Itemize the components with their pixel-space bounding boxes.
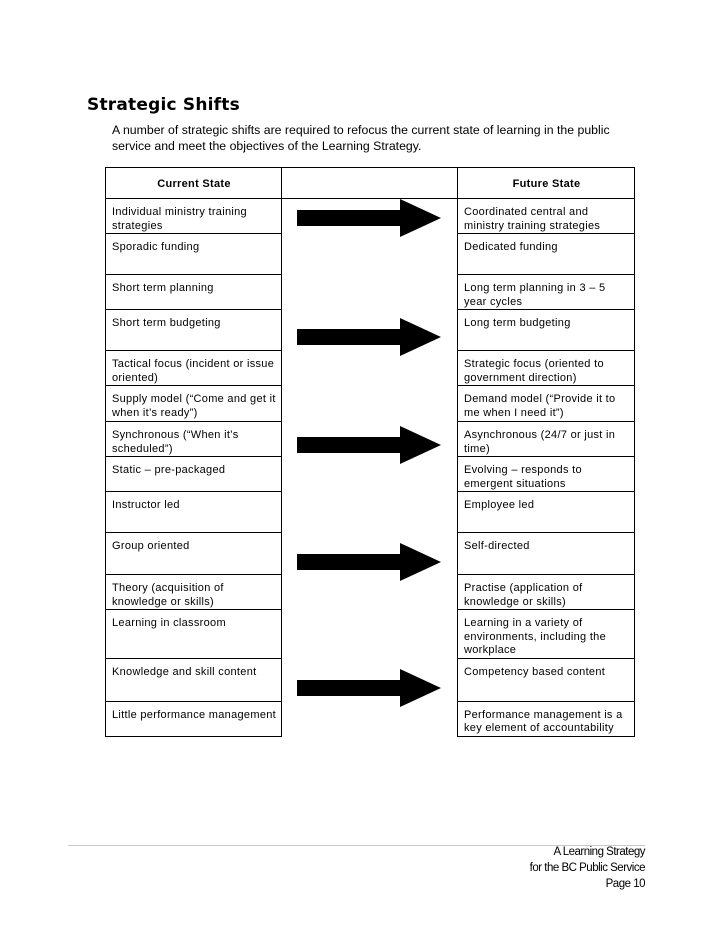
future-cell: Evolving – responds to emergent situations [458,457,635,492]
current-cell: Learning in classroom [106,610,282,659]
right-arrow-icon [297,199,441,237]
table-row [106,610,635,659]
arrow-cell [282,386,458,422]
right-arrow-icon [297,426,441,464]
future-cell: Employee led [458,492,635,533]
current-cell: Supply model (“Come and get it when it’s ready”) [106,386,282,422]
right-arrow-icon [297,318,441,356]
footer-line-1: A Learning Strategy [553,846,645,858]
future-cell: Practise (application of knowledge or skills) [458,575,635,610]
future-cell: Performance management is a key element of accountability [458,701,635,736]
arrow-cell [282,275,458,310]
current-cell: Theory (acquisition of knowledge or skills) [106,575,282,610]
current-cell: Little performance management [106,701,282,736]
current-cell: Knowledge and skill content [106,658,282,701]
header-current-state: Current State [106,168,282,199]
table-row [106,492,635,533]
future-cell: Asynchronous (24/7 or just in time) [458,422,635,457]
future-cell: Long term planning in 3 – 5 year cycles [458,275,635,310]
future-cell: Self-directed [458,533,635,575]
future-cell: Dedicated funding [458,234,635,275]
future-cell: Learning in a variety of environments, including the workplace [458,610,635,659]
current-cell: Static – pre-packaged [106,457,282,492]
page-number: Page 10 [605,878,645,890]
future-cell: Strategic focus (oriented to government direction) [458,351,635,386]
current-cell: Individual ministry training strategies [106,199,282,234]
right-arrow-icon [297,543,441,581]
table-row [106,386,635,422]
current-cell: Tactical focus (incident or issue oriented) [106,351,282,386]
current-cell: Synchronous (“When it’s scheduled”) [106,422,282,457]
current-cell: Group oriented [106,533,282,575]
arrow-cell [282,610,458,659]
future-cell: Coordinated central and ministry training strategies [458,199,635,234]
arrow-cell [282,234,458,275]
current-cell: Short term planning [106,275,282,310]
table-row [106,275,635,310]
section-title: Strategic Shifts [87,95,240,115]
header-spacer [282,168,458,199]
future-cell: Demand model (“Provide it to me when I need it”) [458,386,635,422]
table-row [106,234,635,275]
current-cell: Sporadic funding [106,234,282,275]
arrow-cell [282,492,458,533]
future-cell: Long term budgeting [458,310,635,351]
future-cell: Competency based content [458,658,635,701]
current-cell: Instructor led [106,492,282,533]
intro-paragraph: A number of strategic shifts are required to refocus the current state of learning in the public service and meet the objectives of the Learning Strategy. [112,123,610,153]
current-cell: Short term budgeting [106,310,282,351]
header-future-state: Future State [458,168,635,199]
right-arrow-icon [297,669,441,707]
footer-line-2: for the BC Public Service [529,862,645,874]
page-footer [530,844,645,892]
table-header-row [106,168,635,199]
